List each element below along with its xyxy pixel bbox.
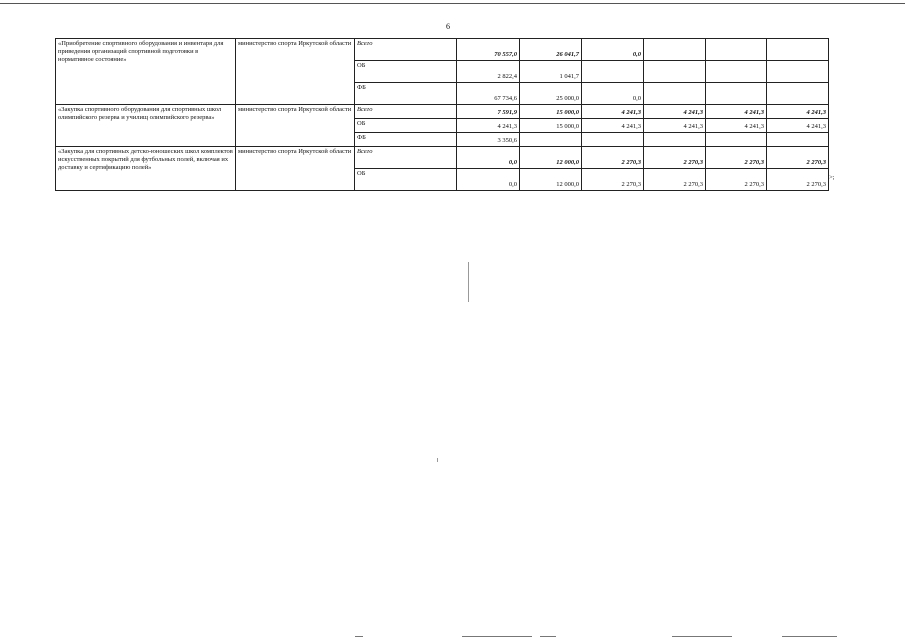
value-cell: 0,0 — [582, 83, 644, 105]
value-cell — [644, 61, 706, 83]
measure-name: «Приобретение спортивного оборудования и инвентаря для приведения организаций спортивной подготовки в нормативное состояние» — [56, 39, 236, 105]
value-cell: 2 270,3 — [582, 169, 644, 191]
value-cell — [767, 133, 829, 147]
value-cell: 15 000,0 — [520, 105, 582, 119]
funding-source: ОБ — [355, 169, 457, 191]
value-cell: 2 270,3 — [706, 147, 767, 169]
table-row — [56, 105, 829, 119]
value-cell: 1 041,7 — [520, 61, 582, 83]
funding-source: ОБ — [355, 61, 457, 83]
value-cell — [582, 61, 644, 83]
scan-artifact — [468, 262, 469, 302]
value-cell: 2 270,3 — [582, 147, 644, 169]
value-cell: 26 041,7 — [520, 39, 582, 61]
value-cell: 3 350,6 — [457, 133, 520, 147]
value-cell — [644, 83, 706, 105]
value-cell: 0,0 — [457, 147, 520, 169]
value-cell: 2 270,3 — [706, 169, 767, 191]
scan-artifact — [437, 458, 438, 462]
value-cell — [644, 39, 706, 61]
value-cell: 12 000,0 — [520, 147, 582, 169]
value-cell: 67 734,6 — [457, 83, 520, 105]
measure-name: «Закупка для спортивных детско-юношеских школ комплектов искусственных покрытий для футбольных полей, включая их доставку и сертификацию полей» — [56, 147, 236, 191]
executor-name: министерство спорта Иркутской области — [236, 39, 355, 105]
value-cell: 0,0 — [457, 169, 520, 191]
scan-bottom-edge — [540, 636, 556, 637]
value-cell: 4 241,3 — [767, 105, 829, 119]
value-cell: 25 000,0 — [520, 83, 582, 105]
value-cell: 4 241,3 — [706, 105, 767, 119]
value-cell: 4 241,3 — [706, 119, 767, 133]
scan-bottom-edge — [355, 636, 363, 637]
value-cell: 12 000,0 — [520, 169, 582, 191]
table-row — [56, 147, 829, 169]
funding-source: Всего — [355, 147, 457, 169]
value-cell: 7 591,9 — [457, 105, 520, 119]
value-cell: 2 270,3 — [644, 147, 706, 169]
scan-bottom-edge — [462, 636, 532, 637]
value-cell — [767, 83, 829, 105]
value-cell: 2 270,3 — [767, 169, 829, 191]
value-cell — [706, 133, 767, 147]
executor-name: министерство спорта Иркутской области — [236, 147, 355, 191]
executor-name: министерство спорта Иркутской области — [236, 105, 355, 147]
scan-top-edge — [0, 3, 905, 4]
funding-source: Всего — [355, 39, 457, 61]
value-cell: 2 822,4 — [457, 61, 520, 83]
value-cell: 2 270,3 — [644, 169, 706, 191]
value-cell — [706, 39, 767, 61]
value-cell: 70 557,0 — [457, 39, 520, 61]
value-cell: 0,0 — [582, 39, 644, 61]
value-cell — [767, 39, 829, 61]
table-row — [56, 39, 829, 61]
budget-table — [55, 38, 829, 191]
funding-source: ФБ — [355, 83, 457, 105]
closing-mark: >; — [829, 174, 835, 181]
funding-source: Всего — [355, 105, 457, 119]
value-cell — [520, 133, 582, 147]
value-cell: 2 270,3 — [767, 147, 829, 169]
value-cell — [706, 83, 767, 105]
value-cell: 4 241,3 — [582, 105, 644, 119]
value-cell — [582, 133, 644, 147]
scan-bottom-edge — [672, 636, 732, 637]
value-cell — [706, 61, 767, 83]
funding-source: ФБ — [355, 133, 457, 147]
value-cell: 4 241,3 — [582, 119, 644, 133]
value-cell: 4 241,3 — [457, 119, 520, 133]
page-number: 6 — [446, 22, 450, 31]
funding-source: ОБ — [355, 119, 457, 133]
value-cell: 4 241,3 — [644, 105, 706, 119]
value-cell: 4 241,3 — [767, 119, 829, 133]
measure-name: «Закупка спортивного оборудования для спортивных школ олимпийского резерва и училищ олимпийского резерва» — [56, 105, 236, 147]
value-cell — [767, 61, 829, 83]
scan-bottom-edge — [782, 636, 837, 637]
value-cell: 15 000,0 — [520, 119, 582, 133]
value-cell: 4 241,3 — [644, 119, 706, 133]
value-cell — [644, 133, 706, 147]
